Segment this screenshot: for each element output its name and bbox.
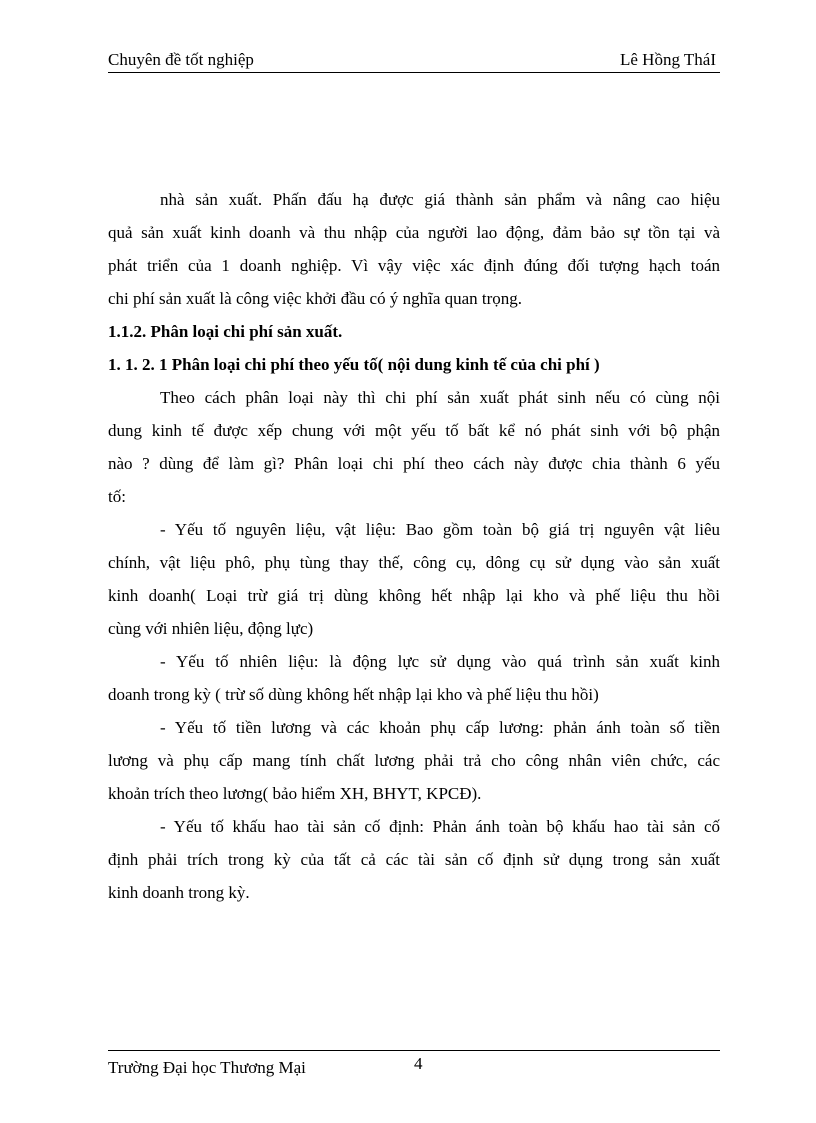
item1-line-4: cùng với nhiên liệu, động lực) bbox=[108, 619, 314, 638]
item1-line-1: - Yếu tố nguyên liệu, vật liệu: Bao gồm toàn bộ giá trị nguyên vật liêu bbox=[160, 520, 720, 539]
para2-line-2: dung kinh tế được xếp chung với một yếu tố bất kể nó phát sinh với bộ phận bbox=[108, 421, 720, 440]
item2-line-1: - Yếu tố nhiên liệu: là động lực sử dụng vào quá trình sản xuất kinh bbox=[160, 652, 720, 671]
item3-line-2: lương và phụ cấp mang tính chất lương phải trả cho công nhân viên chức, các bbox=[108, 751, 720, 770]
item4-line-2: định phải trích trong kỳ của tất cả các tài sản cố định sử dụng trong sản xuất bbox=[108, 850, 720, 869]
footer-divider bbox=[108, 1050, 720, 1051]
item1-line-2: chính, vật liệu phô, phụ tùng thay thế, công cụ, dông cụ sử dụng vào sản xuất bbox=[108, 553, 720, 572]
header-author: Lê Hồng TháI bbox=[620, 50, 716, 69]
item1-line-3: kinh doanh( Loại trừ giá trị dùng không hết nhập lại kho và phế liệu thu hồi bbox=[108, 586, 720, 605]
item2-line-2: doanh trong kỳ ( trừ số dùng không hết nhập lại kho và phế liệu thu hồi) bbox=[108, 685, 599, 704]
para2-line-4: tố: bbox=[108, 487, 126, 506]
para2-line-3: nào ? dùng để làm gì? Phân loại chi phí theo cách này được chia thành 6 yếu bbox=[108, 454, 720, 473]
para1-line-3: phát triển của 1 doanh nghiệp. Vì vậy việc xác định đúng đối tượng hạch toán bbox=[108, 256, 720, 275]
page-header bbox=[108, 50, 720, 73]
para1-line-4: chi phí sản xuất là công việc khởi đầu có ý nghĩa quan trọng. bbox=[108, 289, 523, 308]
item4-line-3: kinh doanh trong kỳ. bbox=[108, 883, 250, 902]
page-number: 4 bbox=[414, 1054, 423, 1073]
section-heading: 1.1.2. Phân loại chi phí sản xuất. bbox=[108, 322, 343, 341]
header-title: Chuyên đề tốt nghiệp bbox=[108, 50, 254, 69]
subsection-heading: 1. 1. 2. 1 Phân loại chi phí theo yếu tố( nội dung kinh tế của chi phí ) bbox=[108, 355, 600, 374]
item4-line-1: - Yếu tố khấu hao tài sản cố định: Phản ánh toàn bộ khấu hao tài sản cố bbox=[160, 817, 720, 836]
para1-line-2: quả sản xuất kinh doanh và thu nhập của người lao động, đảm bảo sự tồn tại và bbox=[108, 223, 720, 242]
item3-line-1: - Yếu tố tiền lương và các khoản phụ cấp lương: phản ánh toàn số tiền bbox=[160, 718, 720, 737]
para1-line-1: nhà sản xuất. Phấn đấu hạ được giá thành sản phẩm và nâng cao hiệu bbox=[160, 190, 720, 209]
para2-line-1: Theo cách phân loại này thì chi phí sản xuất phát sinh nếu có cùng nội bbox=[160, 388, 720, 407]
footer-school: Trường Đại học Thương Mại bbox=[108, 1058, 306, 1077]
item3-line-3: khoản trích theo lương( bảo hiểm XH, BHYT, KPCĐ). bbox=[108, 784, 482, 803]
